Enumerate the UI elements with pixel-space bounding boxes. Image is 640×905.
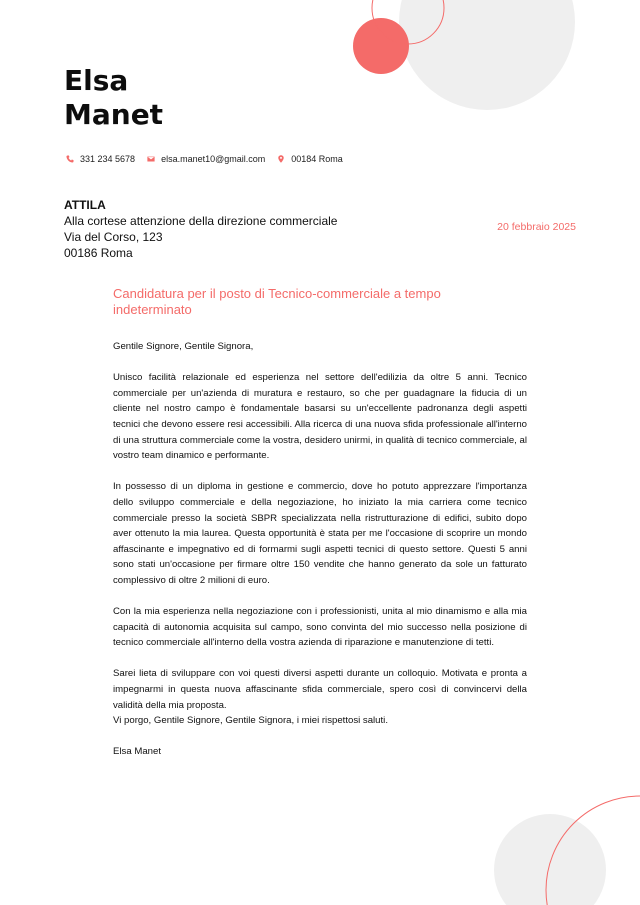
letter-signature: Elsa Manet: [113, 746, 161, 758]
letter-body: [113, 339, 527, 776]
letter-paragraph: Unisco facilità relazionale ed esperienza nel settore dell'edilizia da oltre 5 anni. Tecnico commerciale per un'azienda di muratura e restauro, so che per guadagnare la fiducia di un cliente nel nostro campo è fondamentale basarsi su un'eccellente padronanza degli aspetti tecnici che devono essere resi accessibili. Alla ricerca di una nuova sfida professionale all'interno di una struttura commerciale come la vostra, desidero unirmi, in qualità di tecnico commerciale, al vostro team dinamico e performante.: [113, 372, 527, 462]
recipient-street: Via del Corso, 123: [64, 230, 163, 244]
location-text: 00184 Roma: [291, 154, 343, 164]
letter-paragraph: Con la mia esperienza nella negoziazione con i professionisti, unita al mio dinamismo e alla mia capacità di autonomia acquisita sul campo, sono convinta del mio successo nella posizione di tecnico commerciale all'interno della vostra azienda di riparazione e manutenzione di tetti.: [113, 606, 527, 649]
decor-outline-circle-top: [372, 0, 444, 44]
phone-number: 331 234 5678: [80, 154, 136, 164]
last-name: Manet: [64, 98, 164, 131]
letter-subject: Candidatura per il posto di Tecnico-commerciale a tempo indeterminato: [113, 286, 441, 317]
recipient-company: ATTILA: [64, 198, 106, 212]
letter-paragraph: Sarei lieta di sviluppare con voi questi diversi aspetti durante un colloquio. Motivata e pronta a impegnarmi in questa nuova affascinante sfida commerciale, spero così di convincervi della validità della mia proposta.: [113, 668, 527, 711]
letter-greeting: Gentile Signore, Gentile Signora,: [113, 341, 254, 352]
decor-coral-circle-top: [353, 18, 409, 74]
applicant-name: [64, 64, 163, 132]
recipient-block: [64, 197, 337, 261]
location-pin-icon: [277, 155, 285, 163]
decor-gray-circle-bottom: [494, 814, 606, 905]
recipient-attention: Alla cortese attenzione della direzione commerciale: [64, 214, 338, 228]
email-address: elsa.manet10@gmail.com: [161, 154, 266, 164]
letter-date: 20 febbraio 2025: [497, 221, 576, 233]
contact-phone: [66, 154, 135, 164]
recipient-city: 00186 Roma: [64, 246, 133, 260]
decor-gray-circle-top: [399, 0, 575, 110]
decor-outline-circle-bottom: [546, 796, 640, 905]
mail-icon: [147, 155, 155, 163]
contact-email: [147, 154, 265, 164]
first-name: Elsa: [64, 64, 129, 97]
contact-bar: [66, 154, 355, 164]
letter-closing: Vi porgo, Gentile Signore, Gentile Signora, i miei rispettosi saluti.: [113, 715, 388, 727]
contact-location: [277, 154, 343, 164]
phone-icon: [66, 155, 74, 163]
letter-paragraph: In possesso di un diploma in gestione e commercio, dove ho potuto apprezzare l'importanza dello sviluppo commerciale e della negoziazione, ho iniziato la mia carriera come tecnico commerciale presso la società SBPR specializzata nella ristrutturazione di edifici, subito dopo aver ottenuto la mia laurea. Questa opportunità è stata per me l'occasione di scoprire un mondo affascinante e impegnativo ed di formarmi sugli aspetti tecnici di questo settore. Questi 5 anni sono stati un'occasione per firmare oltre 150 vendite che hanno generato da sole un fatturato complessivo di oltre 2 milioni di euro.: [113, 481, 527, 586]
